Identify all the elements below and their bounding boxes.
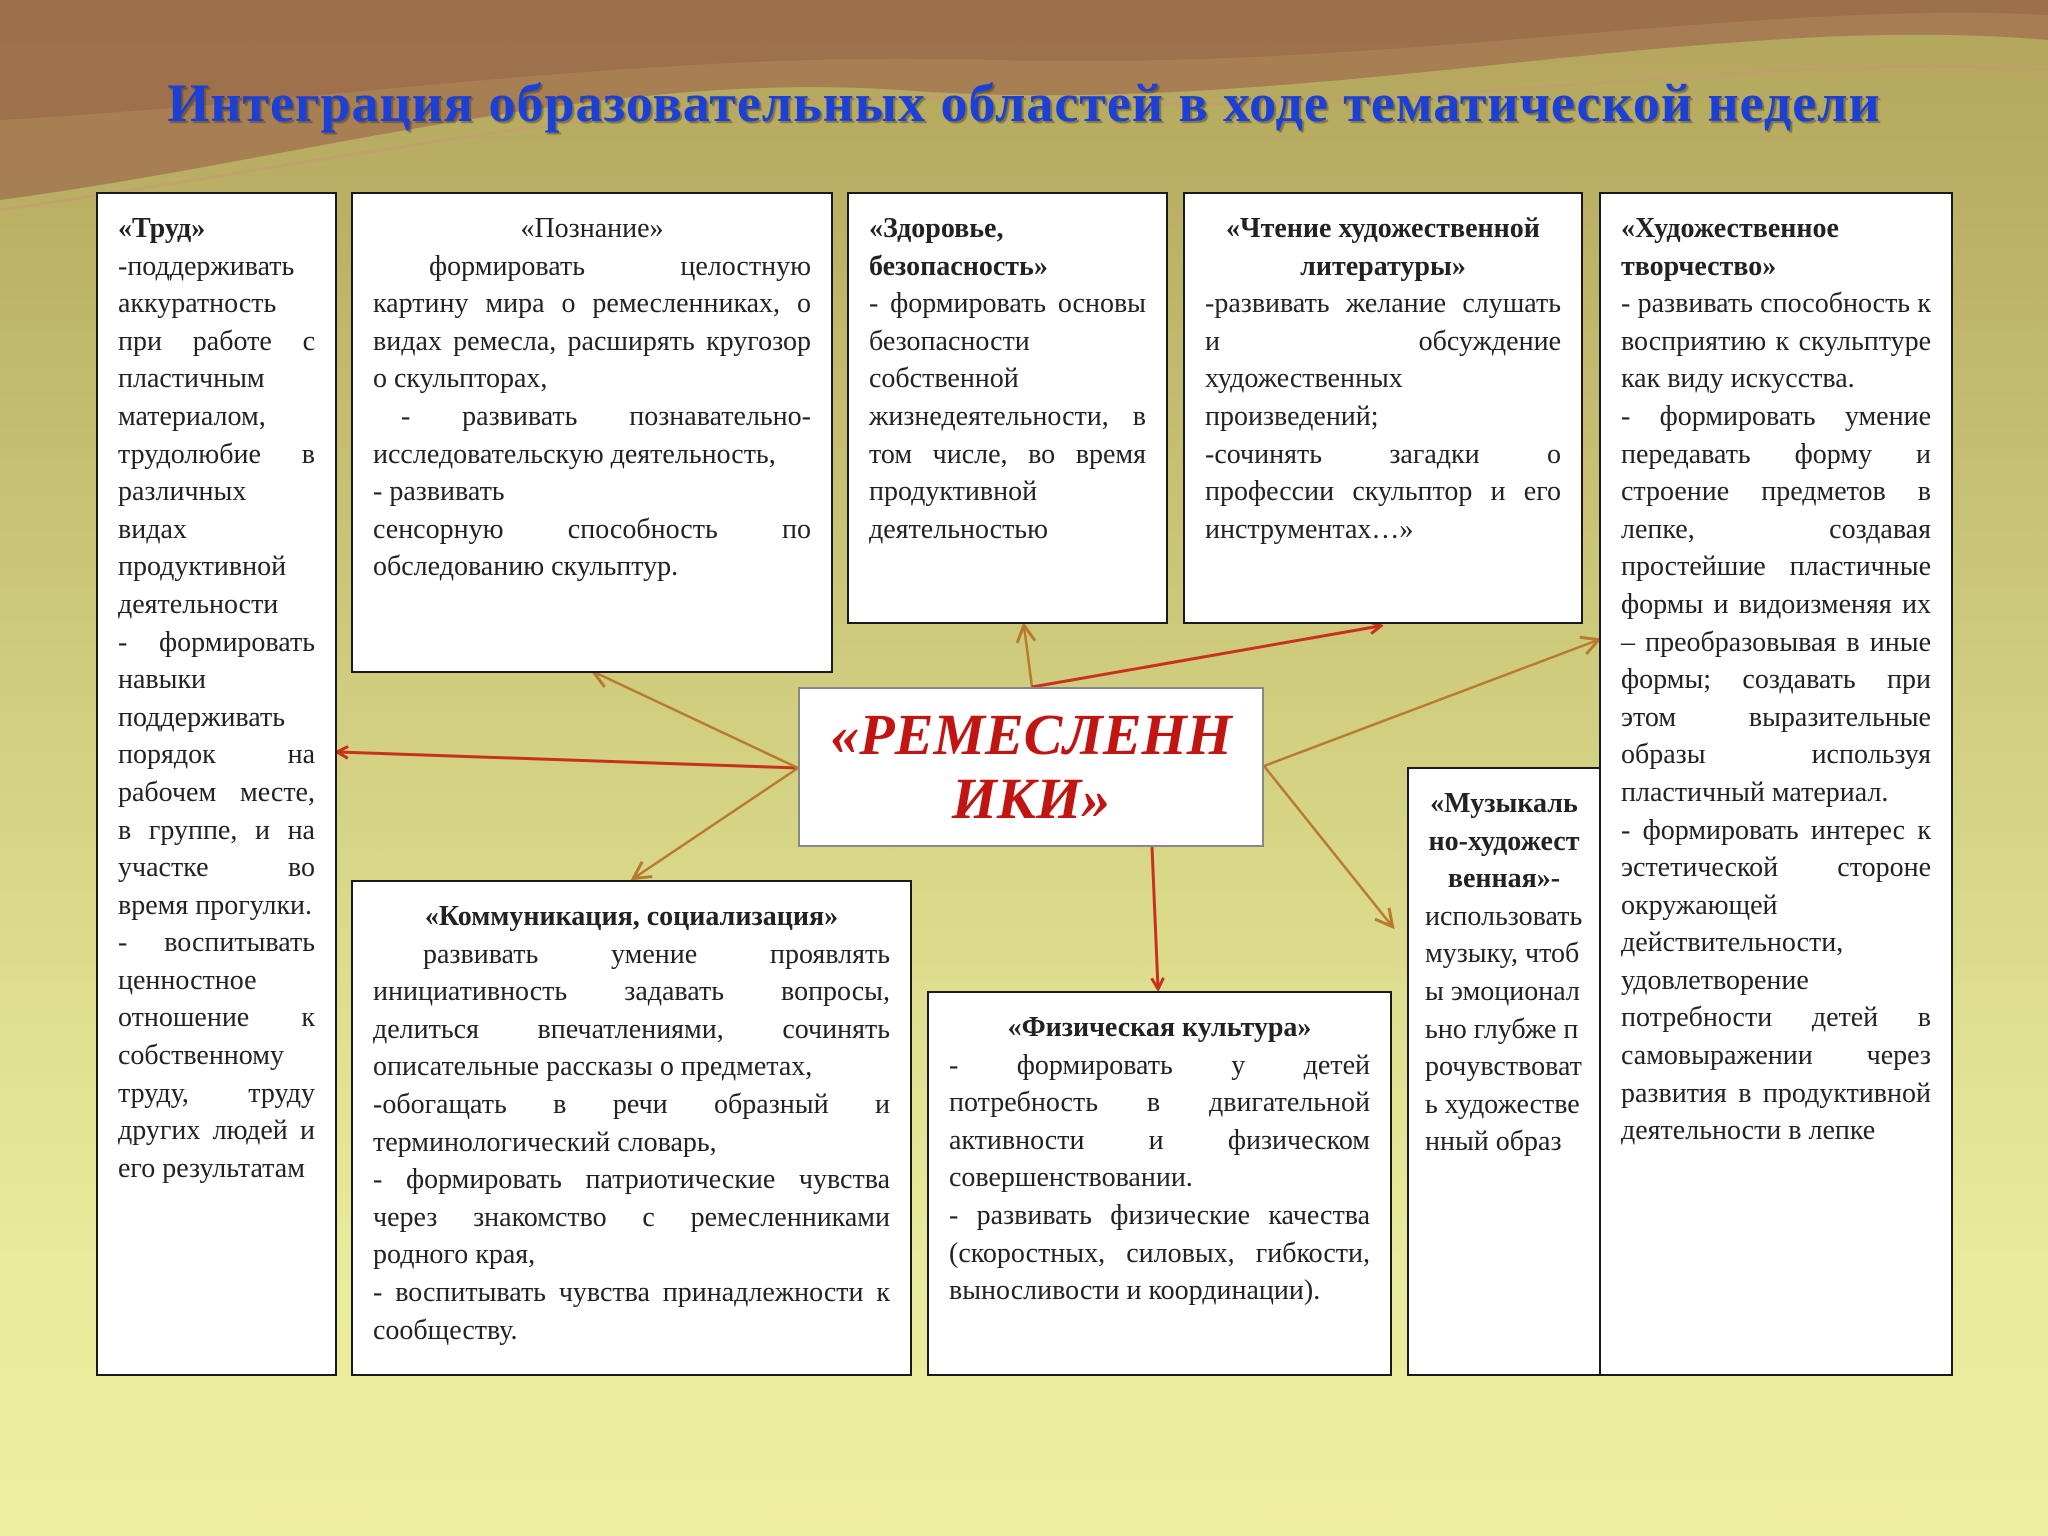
center-topic-text — [830, 703, 1231, 831]
hudozh-text-3: - формировать интерес к эстетической стороне окружающей действительности, удовлетворение потребности детей в самовыражении через развития в продуктивной деятельности в лепке — [1621, 814, 1931, 1147]
muzyka-heading: «Музыкально-художественная»- — [1428, 788, 1580, 895]
box-chtenie — [1183, 192, 1583, 624]
box-kommunikacia — [351, 880, 912, 1376]
hudozh-heading: «Художественное творчество» — [1621, 213, 1839, 282]
chtenie-heading: «Чтение художественной литературы» — [1226, 213, 1540, 282]
trud-heading: «Труд» — [118, 213, 206, 244]
box-fizkultura — [927, 991, 1392, 1376]
arrow-to-trud — [338, 752, 798, 768]
poznanie-text-4: сенсорную способность по обследованию скульптур. — [373, 513, 811, 583]
arrow-to-fizkultura — [1152, 847, 1158, 988]
chtenie-text-2: -сочинять загадки о профессии скульптор и его инструментах…» — [1205, 438, 1561, 545]
trud-text-3: - воспитывать ценностное отношение к собственному труду, труду других людей и его результатам — [118, 927, 315, 1184]
box-poznanie — [351, 192, 833, 673]
zdorovie-text-1: - формировать основы безопасности собственной жизнедеятельности, в том числе, во время продуктивной деятельностью — [869, 288, 1146, 545]
center-topic-line-1: «РЕМЕСЛЕНН — [830, 702, 1232, 767]
box-zdorovie — [847, 192, 1168, 624]
kommunikacia-text-1: развивать умение проявлять инициативность задавать вопросы, делиться впечатлениями, сочинять описательные рассказы о предметах, — [373, 938, 890, 1083]
trud-text-1: -поддерживать аккуратность при работе с пластичным материалом, трудолюбие в различных видах продуктивной деятельности — [118, 250, 315, 620]
fizkultura-text-2: - развивать физические качества (скоростных, силовых, гибкости, выносливости и координации). — [949, 1199, 1370, 1307]
fizkultura-heading: «Физическая культура» — [1007, 1012, 1312, 1043]
hudozh-text-2: - формировать умение передавать форму и строение предметов в лепке, создавая простейшие пластичные формы и видоизменяя их – преобразовывая в иные формы; создавать при этом выразительные образы используя пластичный материал. — [1621, 400, 1931, 808]
center-topic-box — [798, 687, 1264, 847]
box-trud — [96, 192, 337, 1376]
hudozh-text-1: - развивать способность к восприятию к скульптуре как виду искусства. — [1621, 288, 1931, 395]
page-title: Интеграция образовательных областей в ходе тематической недели — [167, 73, 1881, 133]
trud-text-2: - формировать навыки поддерживать порядок на рабочем месте, в группе, и на участке во время прогулки. — [118, 626, 315, 921]
arrow-to-zdorovie — [1024, 626, 1032, 687]
center-topic-line-2: ИКИ» — [951, 766, 1111, 831]
muzyka-text-1: использовать музыку, чтобы эмоционально глубже прочувствовать художественный образ — [1425, 900, 1583, 1158]
fizkultura-text-1: - формировать у детей потребность в двигательной активности и физическом совершенствовании. — [949, 1049, 1370, 1194]
box-muzyka — [1407, 767, 1601, 1376]
poznanie-text-1: формировать целостную картину мира о ремесленниках, о видах ремесла, расширять кругозор о скульпторах, — [373, 250, 811, 395]
box-hudozh — [1599, 192, 1953, 1376]
arrow-to-poznanie — [594, 672, 798, 768]
poznanie-text-2: - развивать познавательно-исследовательскую деятельность, — [373, 400, 811, 470]
arrow-to-kommunikacia — [634, 768, 798, 878]
kommunikacia-heading: «Коммуникация, социализация» — [424, 901, 839, 932]
chtenie-text-1: -развивать желание слушать и обсуждение художественных произведений; — [1205, 288, 1561, 432]
arrow-to-hudozh — [1264, 640, 1598, 766]
poznanie-text-3: - развивать — [373, 476, 505, 508]
kommunikacia-text-4: - воспитывать чувства принадлежности к сообществу. — [373, 1276, 890, 1346]
arrow-to-chtenie — [1032, 626, 1380, 687]
poznanie-heading: «Познание» — [520, 213, 664, 244]
zdorovie-heading: «Здоровье, безопасность» — [869, 213, 1048, 282]
arrow-to-muzyka — [1264, 766, 1392, 926]
kommunikacia-text-2: -обогащать в речи образный и терминологический словарь, — [373, 1088, 890, 1158]
kommunikacia-text-3: - формировать патриотические чувства через знакомство с ремесленниками родного края, — [373, 1164, 890, 1271]
